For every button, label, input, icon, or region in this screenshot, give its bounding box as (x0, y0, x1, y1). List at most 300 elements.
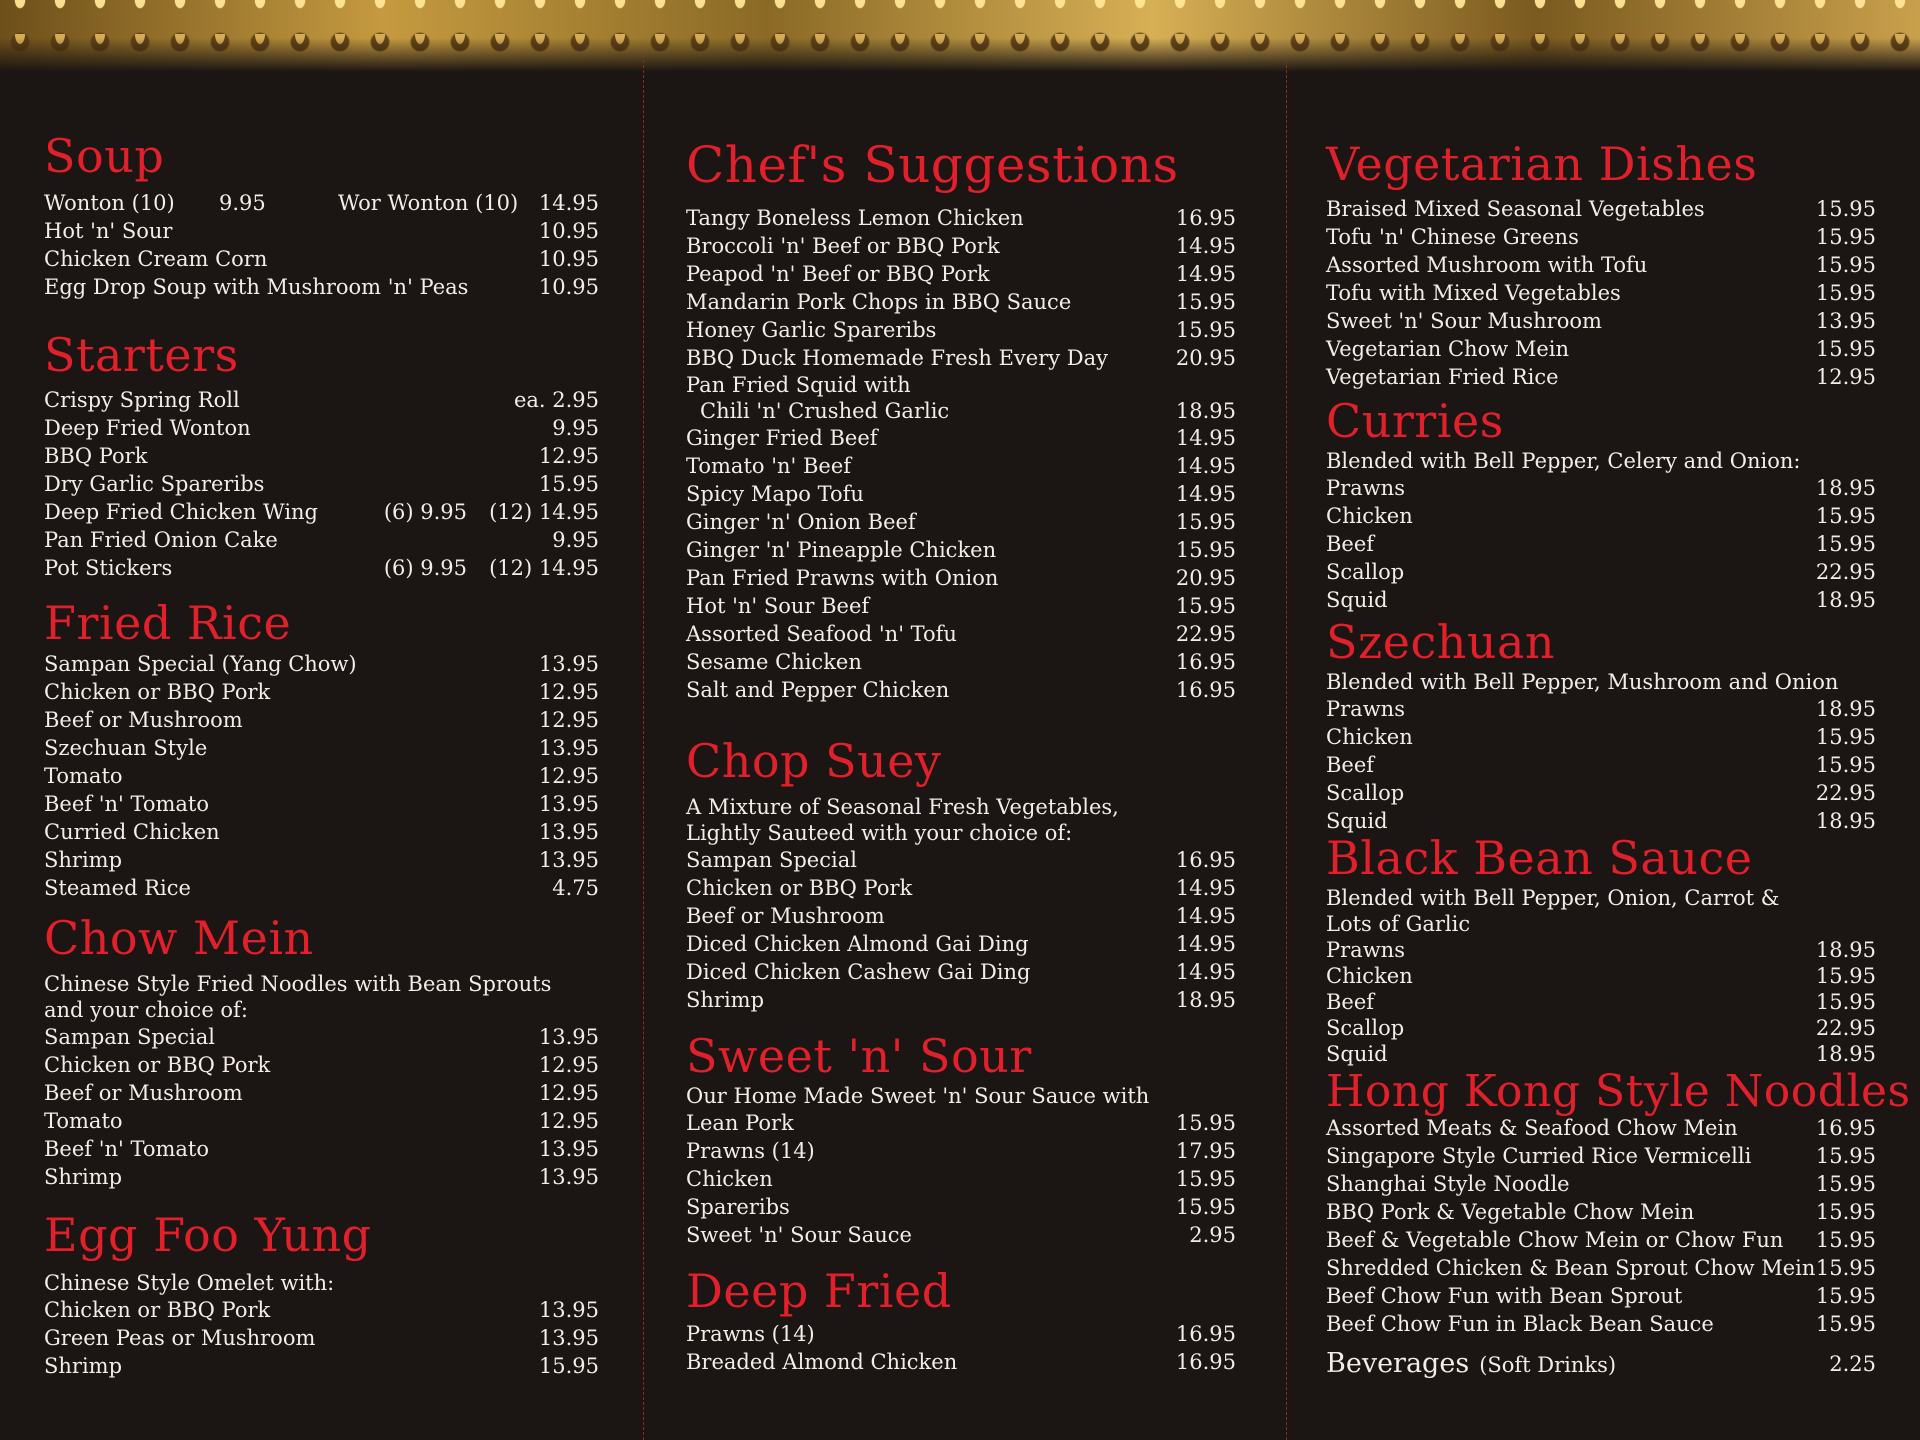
section-note: Lots of Garlic (1326, 912, 1471, 936)
item-price: 13.95 (538, 848, 599, 872)
item-price: 22.95 (1815, 781, 1876, 805)
item-name: Beef (1326, 753, 1375, 777)
menu-item (686, 452, 1236, 480)
egg-foo-yung-section (44, 1208, 599, 1380)
szechuan-section (1326, 615, 1876, 835)
black-bean-section (1326, 831, 1876, 1067)
item-name: Scallop (1326, 781, 1405, 805)
item-price: 4.75 (552, 876, 599, 900)
menu-item (1326, 586, 1876, 614)
item-name: Chicken (1326, 504, 1413, 528)
menu-item (44, 1296, 599, 1324)
item-price: 18.95 (1815, 697, 1876, 721)
menu-item (44, 818, 599, 846)
menu-item (1326, 1170, 1876, 1198)
menu-item (44, 386, 599, 414)
item-name: Chicken (686, 1167, 773, 1191)
item-price: 15.95 (1815, 504, 1876, 528)
item-price: ea. 2.95 (513, 388, 599, 412)
item-name: Diced Chicken Cashew Gai Ding (686, 960, 1031, 984)
item-price: 10.95 (538, 219, 599, 243)
item-price: 9.95 (219, 191, 266, 215)
item-price: 16.95 (1175, 650, 1236, 674)
item-name: Pan Fried Prawns with Onion (686, 566, 999, 590)
item-name: Prawns (1326, 938, 1405, 962)
item-name: Deep Fried Wonton (44, 416, 251, 440)
item-name: Mandarin Pork Chops in BBQ Sauce (686, 290, 1072, 314)
item-price: 14.95 (1175, 454, 1236, 478)
item-name: Chicken Cream Corn (44, 247, 268, 271)
soup-section (44, 129, 599, 301)
menu-item (44, 874, 599, 902)
item-name: Pan Fried Onion Cake (44, 528, 278, 552)
menu-item (1326, 1226, 1876, 1254)
menu-item (44, 1352, 599, 1380)
item-name: Beef Chow Fun in Black Bean Sauce (1326, 1312, 1714, 1336)
item-name: Sesame Chicken (686, 650, 862, 674)
beverages-price: 2.25 (1829, 1352, 1876, 1376)
chop-suey-section (686, 734, 1236, 1014)
item-price: 18.95 (1815, 476, 1876, 500)
item-price: 12.95 (1815, 365, 1876, 389)
item-price: 15.95 (1815, 532, 1876, 556)
item-name: Chicken or BBQ Pork (44, 1298, 271, 1322)
starters-section (44, 328, 599, 582)
menu-item (44, 442, 599, 470)
menu-item (1326, 1198, 1876, 1226)
vegetarian-section (1326, 137, 1876, 391)
item-price: 13.95 (538, 1137, 599, 1161)
item-name: Vegetarian Chow Mein (1326, 337, 1570, 361)
item-name: Salt and Pepper Chicken (686, 678, 950, 702)
item-name: Tomato (44, 1109, 123, 1133)
item-price: 14.95 (1175, 482, 1236, 506)
item-price: 15.95 (1815, 197, 1876, 221)
menu-item (1326, 937, 1876, 963)
menu-item (1326, 1282, 1876, 1310)
item-price: 13.95 (538, 652, 599, 676)
menu-item (1326, 335, 1876, 363)
item-price: 9.95 (552, 528, 599, 552)
item-price: 15.95 (1175, 1111, 1236, 1135)
soup-heading: Soup (44, 129, 165, 183)
item-price: 13.95 (538, 1326, 599, 1350)
menu-item (44, 554, 599, 582)
item-name: Ginger Fried Beef (686, 426, 878, 450)
section-note: Lightly Sauteed with your choice of: (686, 821, 1073, 845)
menu-item (686, 508, 1236, 536)
item-name: Sampan Special (Yang Chow) (44, 652, 357, 676)
item-price: 14.95 (1175, 960, 1236, 984)
menu-item (44, 762, 599, 790)
menu-item-wonton (44, 189, 599, 217)
item-name: BBQ Duck Homemade Fresh Every Day (686, 346, 1108, 370)
item-price: 15.95 (1815, 1172, 1876, 1196)
item-name: Beef Chow Fun with Bean Sprout (1326, 1284, 1683, 1308)
menu-item (686, 592, 1236, 620)
item-name: Sampan Special (44, 1025, 215, 1049)
menu-item (44, 217, 599, 245)
item-price: 15.95 (1815, 337, 1876, 361)
menu-item (44, 1135, 599, 1163)
item-name: Vegetarian Fried Rice (1326, 365, 1559, 389)
menu-item (44, 1107, 599, 1135)
egg-foo-yung-heading: Egg Foo Yung (44, 1208, 372, 1262)
menu-item (1326, 279, 1876, 307)
item-name: Singapore Style Curried Rice Vermicelli (1326, 1144, 1752, 1168)
menu-item (1326, 363, 1876, 391)
sweet-sour-heading: Sweet 'n' Sour (686, 1029, 1032, 1083)
item-price: 16.95 (1175, 1350, 1236, 1374)
item-price: 13.95 (538, 792, 599, 816)
item-name: Tofu with Mixed Vegetables (1326, 281, 1621, 305)
item-price: 14.95 (538, 191, 599, 215)
menu-item (686, 1348, 1236, 1376)
item-name: Steamed Rice (44, 876, 191, 900)
item-name: Broccoli 'n' Beef or BBQ Pork (686, 234, 1000, 258)
menu-item (1326, 751, 1876, 779)
item-price: 15.95 (1175, 290, 1236, 314)
hk-noodles-section (1326, 1066, 1911, 1338)
menu-item (686, 1221, 1236, 1249)
menu-item (1326, 251, 1876, 279)
menu-item (44, 470, 599, 498)
item-price: 22.95 (1815, 560, 1876, 584)
item-price: 15.95 (1815, 1200, 1876, 1224)
item-name: Deep Fried Chicken Wing (44, 500, 319, 524)
menu-item (686, 232, 1236, 260)
menu-item (1326, 558, 1876, 586)
chow-mein-heading: Chow Mein (44, 911, 314, 965)
item-name: Beef 'n' Tomato (44, 792, 210, 816)
menu-item (686, 1137, 1236, 1165)
menu-item (1326, 1041, 1876, 1067)
item-price: 16.95 (1175, 1322, 1236, 1346)
menu-item (1326, 779, 1876, 807)
item-price: 13.95 (538, 1025, 599, 1049)
hk-noodles-heading: Hong Kong Style Noodles (1326, 1066, 1911, 1117)
menu-item (686, 316, 1236, 344)
item-name: Sampan Special (686, 848, 857, 872)
item-name: Shanghai Style Noodle (1326, 1172, 1570, 1196)
item-name: Squid (1326, 809, 1388, 833)
menu-item (686, 902, 1236, 930)
menu-item (44, 650, 599, 678)
item-name: Hot 'n' Sour (44, 219, 173, 243)
item-price: 15.95 (1815, 753, 1876, 777)
item-name: Chili 'n' Crushed Garlic (700, 399, 950, 423)
menu-item (1326, 1310, 1876, 1338)
item-name: Prawns (1326, 476, 1405, 500)
item-price: 13.95 (538, 736, 599, 760)
item-name: Shrimp (44, 848, 123, 872)
item-name: Ginger 'n' Onion Beef (686, 510, 916, 534)
item-name: Assorted Meats & Seafood Chow Mein (1326, 1116, 1738, 1140)
menu-item (44, 1023, 599, 1051)
chefs-suggestions-section (686, 136, 1236, 704)
menu-item (686, 260, 1236, 288)
menu-item (686, 846, 1236, 874)
item-price: 18.95 (1815, 809, 1876, 833)
menu-item (686, 480, 1236, 508)
column-divider-left (643, 60, 644, 1440)
item-price-small: (6) 9.95 (383, 500, 467, 524)
item-name: BBQ Pork & Vegetable Chow Mein (1326, 1200, 1695, 1224)
item-name: Squid (1326, 1042, 1388, 1066)
menu-item (686, 874, 1236, 902)
item-price: 18.95 (1815, 588, 1876, 612)
item-price: 15.95 (538, 1354, 599, 1378)
item-name: Scallop (1326, 560, 1405, 584)
gold-ornamental-border (0, 0, 1920, 72)
item-price: 9.95 (552, 416, 599, 440)
menu-item (1326, 502, 1876, 530)
item-price: 10.95 (538, 275, 599, 299)
item-name: Shredded Chicken & Bean Sprout Chow Mein (1326, 1256, 1816, 1280)
item-price: 16.95 (1175, 206, 1236, 230)
item-name: Hot 'n' Sour Beef (686, 594, 870, 618)
menu-item (1326, 1114, 1876, 1142)
item-price: 15.95 (1815, 725, 1876, 749)
item-price: 14.95 (1175, 876, 1236, 900)
menu-item (1326, 723, 1876, 751)
item-price: 12.95 (538, 764, 599, 788)
item-name: Green Peas or Mushroom (44, 1326, 316, 1350)
item-price: 15.95 (1815, 1284, 1876, 1308)
menu-item (1326, 1254, 1876, 1282)
item-name: Assorted Mushroom with Tofu (1326, 253, 1648, 277)
item-price: (12) 14.95 (489, 500, 599, 524)
item-price: 15.95 (1815, 1228, 1876, 1252)
menu-item (44, 678, 599, 706)
item-price: 15.95 (1175, 318, 1236, 342)
item-price: 12.95 (538, 680, 599, 704)
item-price: 16.95 (1175, 848, 1236, 872)
item-price: 2.95 (1189, 1223, 1236, 1247)
section-note: Chinese Style Omelet with: (44, 1271, 335, 1295)
beverages-subtitle: (Soft Drinks) (1479, 1353, 1617, 1377)
item-price: 14.95 (1175, 262, 1236, 286)
menu-item (686, 288, 1236, 316)
fried-rice-section (44, 596, 599, 902)
menu-item (686, 648, 1236, 676)
menu-item (686, 986, 1236, 1014)
menu-item (44, 273, 599, 301)
item-name: Braised Mixed Seasonal Vegetables (1326, 197, 1705, 221)
menu-item (1326, 474, 1876, 502)
item-name: Beef or Mushroom (686, 904, 885, 928)
item-price: 15.95 (1815, 253, 1876, 277)
menu-item (686, 1109, 1236, 1137)
section-note: Chinese Style Fried Noodles with Bean Sprouts (44, 972, 552, 996)
menu-item (686, 204, 1236, 232)
item-price: 20.95 (1175, 346, 1236, 370)
item-name: Beef or Mushroom (44, 1081, 243, 1105)
menu-item (44, 706, 599, 734)
menu-item (44, 498, 599, 526)
item-price: 14.95 (1175, 234, 1236, 258)
item-price: 15.95 (1815, 1312, 1876, 1336)
menu-item (1326, 989, 1876, 1015)
item-price: 14.95 (1175, 932, 1236, 956)
item-price: 12.95 (538, 1109, 599, 1133)
item-name: Prawns (14) (686, 1322, 815, 1346)
chefs-suggestions-heading: Chef's Suggestions (686, 136, 1179, 194)
item-name: Wor Wonton (10) (338, 191, 519, 215)
menu-item (1326, 223, 1876, 251)
starters-heading: Starters (44, 328, 239, 382)
item-price: 15.95 (1815, 225, 1876, 249)
item-price: 15.95 (1815, 990, 1876, 1014)
fried-rice-heading: Fried Rice (44, 596, 292, 650)
item-name: Tangy Boneless Lemon Chicken (686, 206, 1024, 230)
item-name: Breaded Almond Chicken (686, 1350, 958, 1374)
item-price: 15.95 (1815, 964, 1876, 988)
chop-suey-heading: Chop Suey (686, 734, 942, 788)
item-name: Dry Garlic Spareribs (44, 472, 265, 496)
item-price: 12.95 (538, 444, 599, 468)
item-name: Peapod 'n' Beef or BBQ Pork (686, 262, 990, 286)
item-price: 12.95 (538, 708, 599, 732)
section-note: A Mixture of Seasonal Fresh Vegetables, (686, 795, 1119, 819)
item-name: Lean Pork (686, 1111, 794, 1135)
beverages-row (1326, 1346, 1876, 1382)
menu-item (44, 1079, 599, 1107)
item-price: 18.95 (1175, 399, 1236, 423)
menu-item (686, 424, 1236, 452)
menu-item (686, 564, 1236, 592)
item-price: 22.95 (1175, 622, 1236, 646)
item-price: 15.95 (1175, 594, 1236, 618)
item-price: 15.95 (1175, 510, 1236, 534)
item-price: 20.95 (1175, 566, 1236, 590)
vegetarian-heading: Vegetarian Dishes (1326, 137, 1758, 191)
item-price: 17.95 (1175, 1139, 1236, 1163)
menu-item (686, 1193, 1236, 1221)
menu-item (44, 1051, 599, 1079)
menu-item (686, 398, 1236, 424)
item-name: Prawns (1326, 697, 1405, 721)
item-name: Beef 'n' Tomato (44, 1137, 210, 1161)
item-price: 15.95 (538, 472, 599, 496)
item-name: Pot Stickers (44, 556, 173, 580)
item-price: 15.95 (1175, 1195, 1236, 1219)
item-name: Sweet 'n' Sour Sauce (686, 1223, 912, 1247)
item-name: Beef & Vegetable Chow Mein or Chow Fun (1326, 1228, 1784, 1252)
item-price: 16.95 (1815, 1116, 1876, 1140)
item-price: 15.95 (1175, 1167, 1236, 1191)
item-name: Chicken or BBQ Pork (686, 876, 913, 900)
item-price-small: (6) 9.95 (383, 556, 467, 580)
item-name: Spicy Mapo Tofu (686, 482, 864, 506)
column-divider-right (1286, 60, 1287, 1440)
menu-item (1326, 195, 1876, 223)
menu-item (686, 1165, 1236, 1193)
menu-item (44, 734, 599, 762)
item-name: Tomato (44, 764, 123, 788)
chow-mein-section (44, 911, 599, 1191)
menu-item (686, 1320, 1236, 1348)
item-name: Honey Garlic Spareribs (686, 318, 937, 342)
menu-item (1326, 307, 1876, 335)
menu-item (44, 1163, 599, 1191)
item-price: 18.95 (1175, 988, 1236, 1012)
item-price: 13.95 (538, 1298, 599, 1322)
section-note: and your choice of: (44, 998, 248, 1022)
menu-item (1326, 530, 1876, 558)
section-note: Blended with Bell Pepper, Celery and Onion: (1326, 449, 1801, 473)
menu-item (1326, 1142, 1876, 1170)
item-name: Prawns (14) (686, 1139, 815, 1163)
item-name: Chicken (1326, 725, 1413, 749)
item-name: Assorted Seafood 'n' Tofu (686, 622, 957, 646)
item-name: Sweet 'n' Sour Mushroom (1326, 309, 1602, 333)
item-price: 12.95 (538, 1053, 599, 1077)
item-name: Curried Chicken (44, 820, 220, 844)
item-price: 12.95 (538, 1081, 599, 1105)
item-price: 10.95 (538, 247, 599, 271)
menu-item (44, 245, 599, 273)
item-price: 18.95 (1815, 938, 1876, 962)
menu-item (686, 344, 1236, 372)
item-name: Beef (1326, 532, 1375, 556)
menu-item (1326, 1015, 1876, 1041)
item-price: (12) 14.95 (489, 556, 599, 580)
item-name: Ginger 'n' Pineapple Chicken (686, 538, 997, 562)
item-name: Beef (1326, 990, 1375, 1014)
section-note: Blended with Bell Pepper, Onion, Carrot & (1326, 886, 1780, 910)
item-name: Tofu 'n' Chinese Greens (1326, 225, 1579, 249)
beverages-heading: Beverages (1326, 1348, 1470, 1379)
item-name: Chicken (1326, 964, 1413, 988)
item-price: 15.95 (1175, 538, 1236, 562)
menu-item (686, 676, 1236, 704)
item-name: Squid (1326, 588, 1388, 612)
item-price: 13.95 (1815, 309, 1876, 333)
deep-fried-heading: Deep Fried (686, 1264, 952, 1318)
menu-item (686, 372, 1236, 398)
item-name: Shrimp (44, 1165, 123, 1189)
item-name: Beef or Mushroom (44, 708, 243, 732)
item-name: Diced Chicken Almond Gai Ding (686, 932, 1029, 956)
item-name: Egg Drop Soup with Mushroom 'n' Peas (44, 275, 469, 299)
item-price: 13.95 (538, 1165, 599, 1189)
szechuan-heading: Szechuan (1326, 615, 1556, 669)
section-note: Blended with Bell Pepper, Mushroom and Onion (1326, 670, 1839, 694)
item-name: Szechuan Style (44, 736, 208, 760)
item-name: Spareribs (686, 1195, 790, 1219)
section-note: Our Home Made Sweet 'n' Sour Sauce with (686, 1084, 1150, 1108)
curries-section (1326, 394, 1876, 614)
sweet-sour-section (686, 1029, 1236, 1249)
item-price: 15.95 (1815, 1144, 1876, 1168)
item-name: Wonton (10) (44, 191, 175, 215)
menu-item (686, 536, 1236, 564)
deep-fried-section (686, 1264, 1236, 1376)
item-name: Chicken or BBQ Pork (44, 1053, 271, 1077)
menu-item (44, 1324, 599, 1352)
item-price: 15.95 (1815, 1256, 1876, 1280)
item-price: 15.95 (1815, 281, 1876, 305)
item-price: 13.95 (538, 820, 599, 844)
item-price: 16.95 (1175, 678, 1236, 702)
item-name: Shrimp (686, 988, 765, 1012)
menu-item (44, 526, 599, 554)
black-bean-heading: Black Bean Sauce (1326, 831, 1753, 885)
menu-item (44, 846, 599, 874)
menu-item (686, 620, 1236, 648)
item-name: Chicken or BBQ Pork (44, 680, 271, 704)
